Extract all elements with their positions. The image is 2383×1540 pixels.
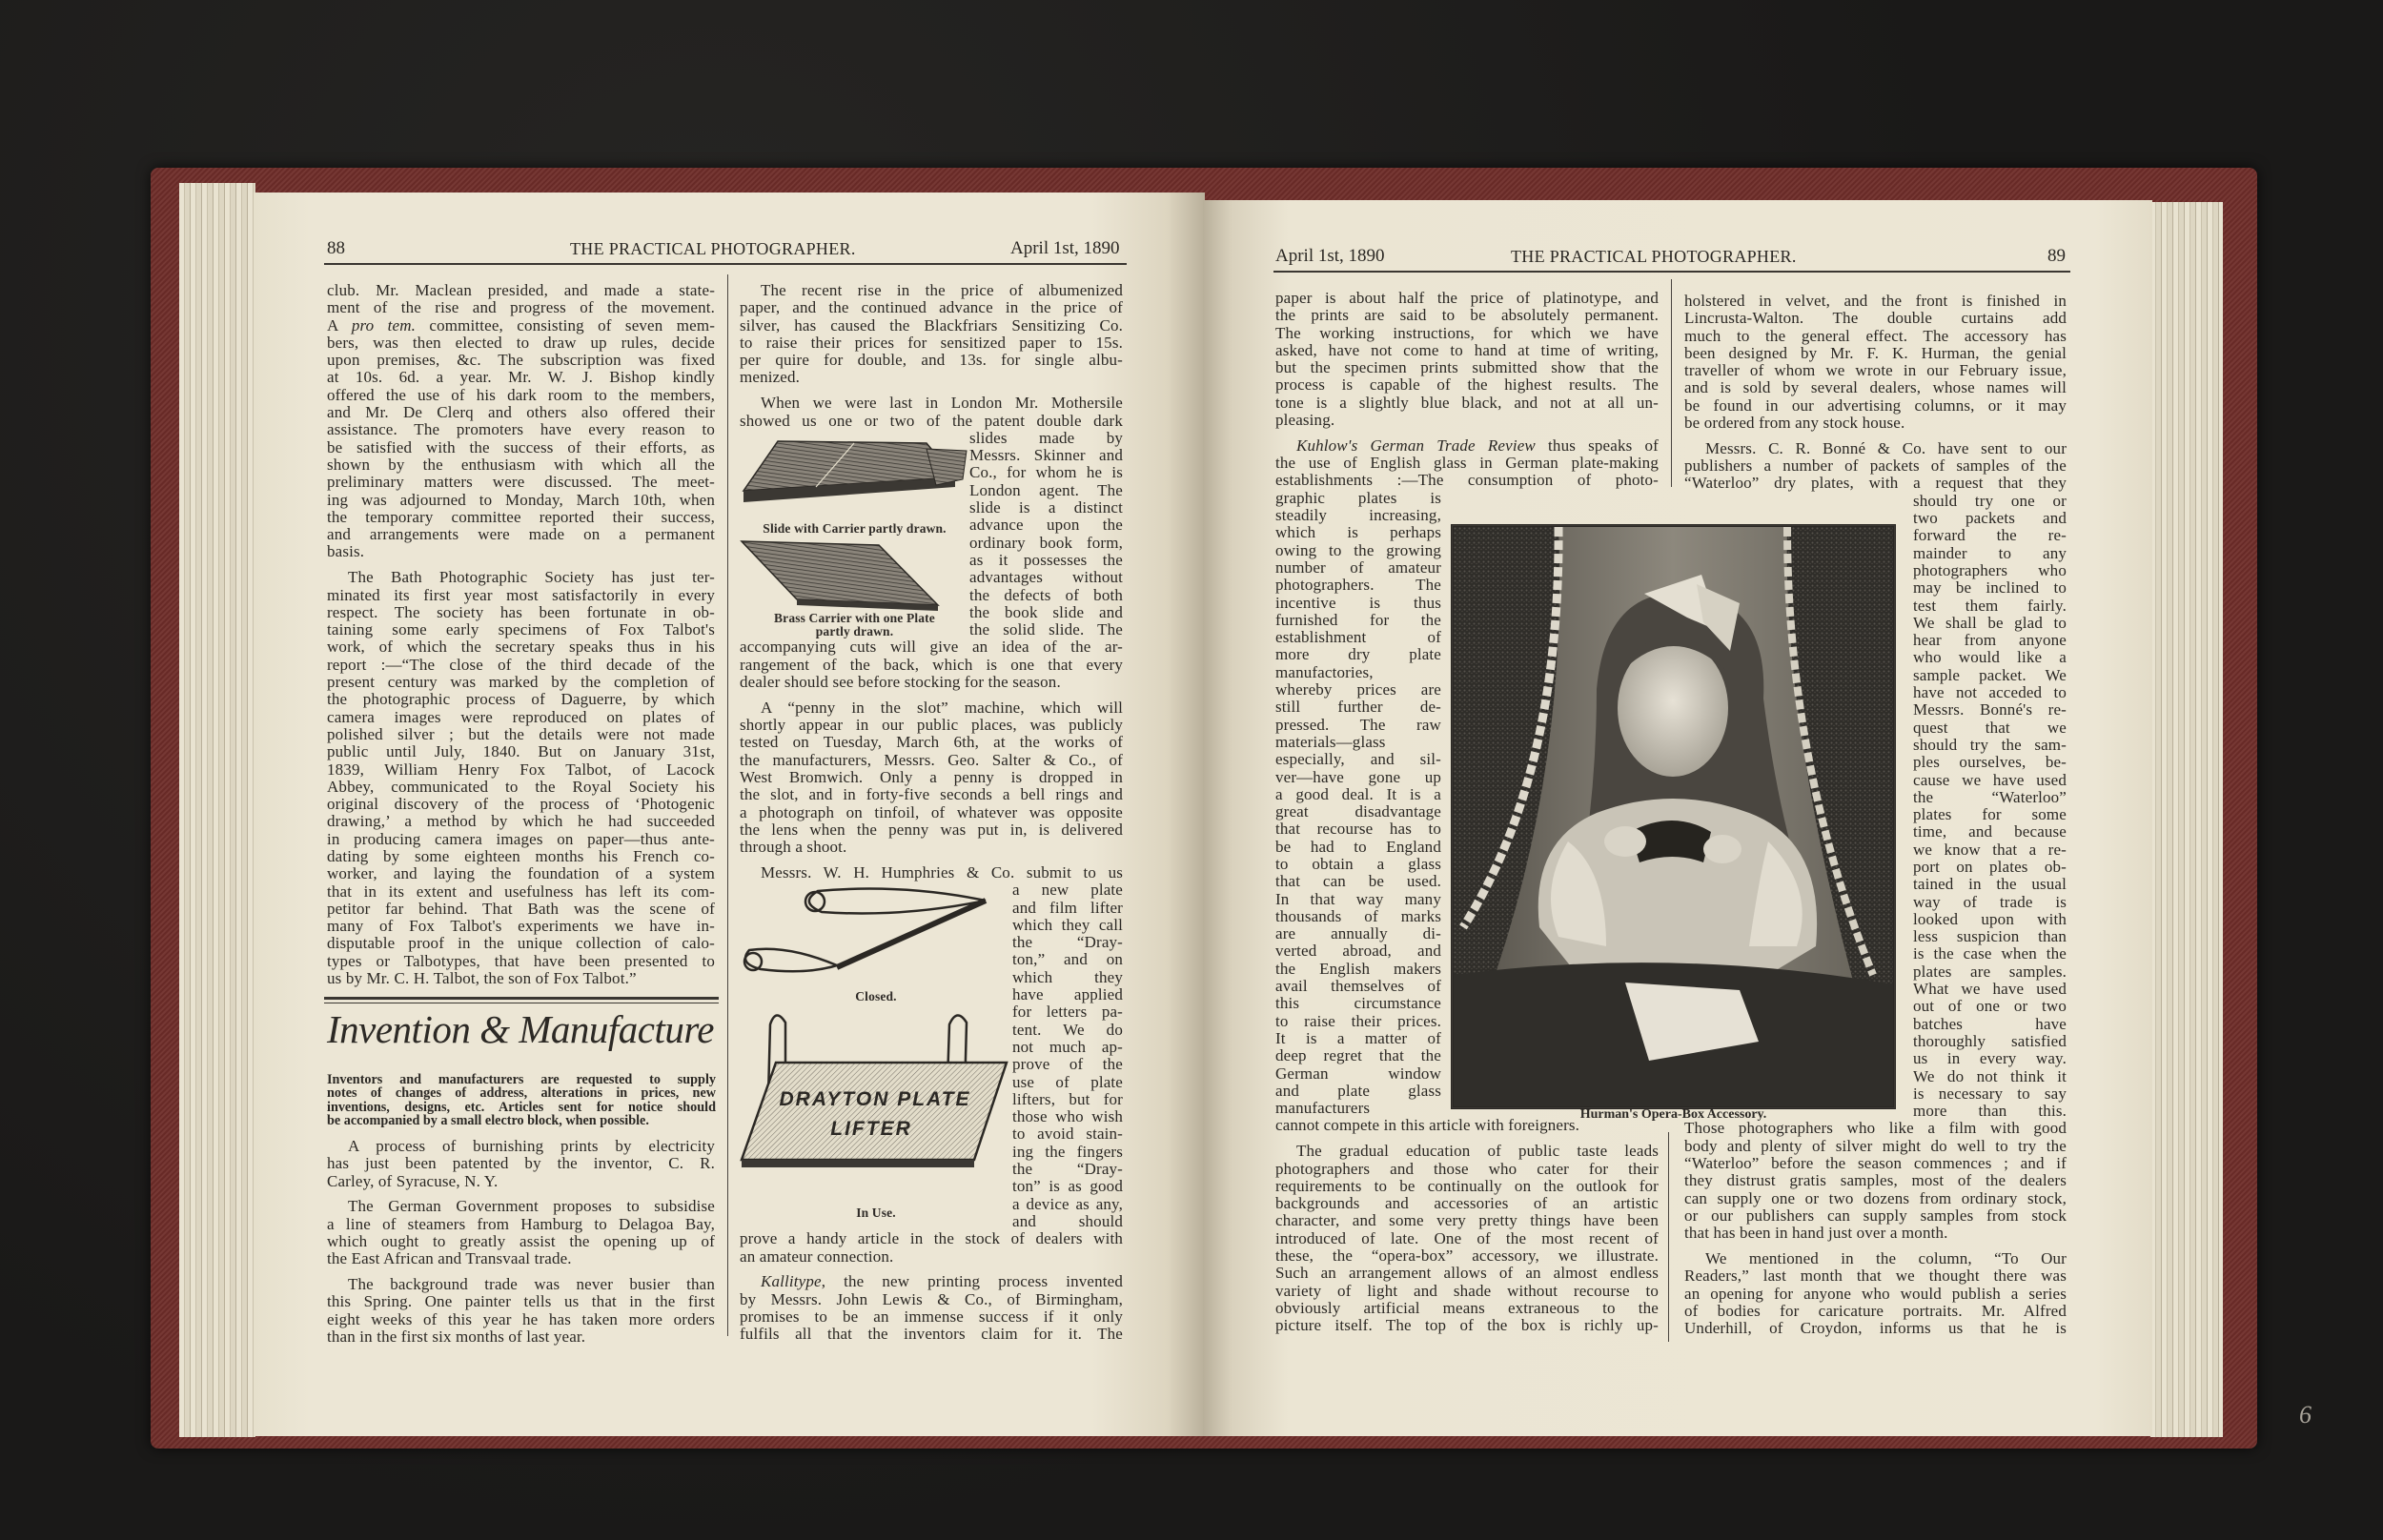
paragraph bbox=[327, 282, 715, 561]
header-rule bbox=[324, 263, 1127, 265]
figure-plate-lifter bbox=[740, 881, 1012, 1228]
text-line: variety of light and shade without recourse to bbox=[1275, 1281, 1659, 1300]
paragraph bbox=[740, 864, 1123, 1266]
text-line: promises to be an immense success if it only bbox=[740, 1307, 1123, 1326]
text-line: and should bbox=[1012, 1211, 1123, 1230]
text-line: be satisfied with the success of their efforts, as bbox=[327, 437, 715, 456]
text-line: ples ourselves, be- bbox=[1913, 753, 2067, 772]
text-line: an amateur connection. bbox=[740, 1246, 894, 1266]
text-line: Kallitype, the new printing process invented bbox=[761, 1272, 1123, 1291]
text-line: The recent rise in the price of albumenized bbox=[761, 281, 1123, 299]
text-line: deep regret that the bbox=[1275, 1046, 1441, 1065]
text-line: and plate glass bbox=[1275, 1081, 1441, 1100]
text-line: ton,” and on bbox=[1012, 950, 1123, 969]
text-line: the “Dray- bbox=[1012, 933, 1123, 952]
text-line: requirements to be continually on the outlook for bbox=[1275, 1176, 1659, 1195]
text-line: this Spring. One painter tells us that in the first bbox=[327, 1292, 715, 1311]
text-line: to raise their prices. bbox=[1275, 1011, 1441, 1030]
figure-caption: Slide with Carrier partly drawn. bbox=[763, 520, 947, 536]
figure-dark-slides bbox=[740, 430, 969, 637]
text-line: the photographic process of Daguerre, by which bbox=[327, 690, 715, 709]
text-line: We do not think it bbox=[1913, 1066, 2067, 1085]
text-line: looked upon with bbox=[1913, 909, 2067, 928]
page-edges-left bbox=[179, 183, 255, 1437]
text-line: Readers,” last month that we thought there was bbox=[1684, 1266, 2067, 1286]
text-line: but the specimen prints submitted show that the bbox=[1275, 358, 1659, 377]
text-line: whereby prices are bbox=[1275, 680, 1441, 699]
text-line: are annually di- bbox=[1275, 924, 1441, 943]
text-line: sample packet. We bbox=[1913, 665, 2067, 684]
text-line: public until July, 1840. But on January 31st, bbox=[327, 742, 715, 761]
paragraph bbox=[740, 699, 1123, 857]
text-line: quest that we bbox=[1913, 718, 2067, 737]
paragraph bbox=[740, 1273, 1123, 1343]
text-line: have not acceded to bbox=[1913, 683, 2067, 702]
text-line: thousands of marks bbox=[1275, 906, 1441, 925]
text-line: many of Fox Talbot's experiments we have in- bbox=[327, 917, 715, 936]
text-line: bers, was then elected to draw up rules, decide bbox=[327, 333, 715, 352]
text-line: the lens when the penny was put in, is delivered bbox=[740, 820, 1123, 839]
text-line: the East African and Transvaal trade. bbox=[327, 1249, 572, 1268]
text-line: which they bbox=[1012, 967, 1123, 986]
text-line: process is capable of the highest results. The bbox=[1275, 375, 1659, 395]
header-rule bbox=[1273, 271, 2070, 273]
text-line: showed us one or two of the patent double dark bbox=[740, 411, 1123, 430]
text-line: When we were last in London Mr. Mothersile bbox=[761, 394, 1123, 413]
pencil-annotation: 6 bbox=[2299, 1401, 2312, 1429]
text-line: Co., for whom he is bbox=[969, 463, 1123, 482]
text-line: assistance. The promoters have every reason to bbox=[327, 420, 715, 439]
text-line: petitor far behind. That Bath was the scene of bbox=[327, 899, 715, 918]
text-line: that can be used. bbox=[1275, 872, 1441, 891]
text-line: dealer should see before stocking for the season. bbox=[740, 673, 1061, 692]
column-divider bbox=[1671, 279, 1672, 487]
text-line: disputable proof in the unique collection of calo- bbox=[327, 934, 715, 953]
text-line: It is a matter of bbox=[1275, 1028, 1441, 1047]
text-line: graphic plates is bbox=[1275, 488, 1441, 507]
text-line: this circumstance bbox=[1275, 994, 1441, 1013]
paragraph bbox=[327, 1276, 715, 1346]
section-heading: Invention & Manufacture bbox=[327, 1007, 714, 1051]
text-line: port on plates ob- bbox=[1913, 858, 2067, 876]
text-line: be had to England bbox=[1275, 837, 1441, 856]
text-line: mainder to any bbox=[1913, 543, 2067, 562]
text-line: We mentioned in the column, “To Our bbox=[1705, 1249, 2067, 1268]
text-line: manufacturers bbox=[1275, 1099, 1371, 1118]
paragraph bbox=[327, 1138, 715, 1190]
text-line: especially, and sil- bbox=[1275, 750, 1441, 769]
text-line: less suspicion than bbox=[1913, 927, 2067, 946]
text-line: of bodies for caricature portraits. Mr. Alfred bbox=[1684, 1301, 2067, 1320]
text-line: camera images were reproduced on plates of bbox=[327, 707, 715, 726]
plate-lifter-illustration bbox=[740, 881, 1012, 1228]
text-line: offered the use of his dark room to the members, bbox=[327, 385, 715, 404]
running-title: THE PRACTICAL PHOTOGRAPHER. bbox=[570, 239, 856, 258]
text-line: at 10s. 6d. a year. Mr. W. J. Bishop kindly bbox=[327, 368, 715, 387]
text-line: obviously artificial means extraneous to the bbox=[1275, 1298, 1659, 1317]
text-line: drawing,’ a method by which he had succeeded bbox=[327, 812, 715, 831]
text-line: number of amateur bbox=[1275, 557, 1441, 577]
text-line: We shall be glad to bbox=[1913, 613, 2067, 632]
text-line: minated its first year most satisfactorily in every bbox=[327, 585, 715, 604]
text-line: a device as any, bbox=[1012, 1194, 1123, 1213]
text-line: cause we have used bbox=[1913, 770, 2067, 789]
text-line: the English makers bbox=[1275, 959, 1441, 978]
text-line: ing was adjourned to Monday, March 10th, when bbox=[327, 490, 715, 509]
text-line: body and plenty of silver might do well to try the bbox=[1684, 1136, 2067, 1155]
text-line: us by Mr. C. H. Talbot, the son of Fox Talbot.” bbox=[327, 969, 637, 988]
text-line: furnished for the bbox=[1275, 610, 1441, 629]
issue-date: April 1st, 1890 bbox=[1275, 246, 1385, 266]
text-line: Messrs. Bonné's re- bbox=[1913, 700, 2067, 719]
text-line: than in the first six months of last year. bbox=[327, 1327, 586, 1346]
text-line: that has been in hand just over a month. bbox=[1684, 1224, 1948, 1243]
paragraph bbox=[1684, 293, 2067, 432]
text-line: upon premises, &c. The subscription was fixed bbox=[327, 351, 715, 370]
text-line: The Bath Photographic Society has just ter- bbox=[348, 568, 715, 587]
text-line: the temporary committee reported their success, bbox=[327, 507, 715, 526]
paragraph bbox=[327, 569, 715, 987]
text-line: the “Dray- bbox=[1012, 1160, 1123, 1179]
text-line: which they call bbox=[1012, 915, 1123, 934]
text-line: should try one or bbox=[1913, 491, 2067, 510]
text-line: picture itself. The top of the box is richly up- bbox=[1275, 1316, 1659, 1335]
paragraph bbox=[740, 395, 1123, 691]
text-line: West Bromwich. Only a penny is dropped in bbox=[740, 768, 1123, 787]
text-line: a photograph on tinfoil, of whatever was opposite bbox=[740, 802, 1123, 821]
text-line: A “penny in the slot” machine, which will bbox=[761, 698, 1123, 717]
text-line: a line of steamers from Hamburg to Delagoa Bay, bbox=[327, 1214, 715, 1233]
issue-date: April 1st, 1890 bbox=[1010, 238, 1120, 258]
text-line: time, and because bbox=[1913, 822, 2067, 841]
text-line: these, the “opera-box” accessory, we illustrate. bbox=[1275, 1246, 1659, 1266]
photo-caption: Hurman's Opera-Box Accessory. bbox=[1579, 1107, 1767, 1122]
text-line: be accompanied by a small electro block, when possible. bbox=[327, 1113, 649, 1129]
text-line: ver—have gone up bbox=[1275, 767, 1441, 786]
text-line: notes of changes of address, alterations in prices, new bbox=[327, 1085, 716, 1102]
text-line: “Waterloo” dry plates, with a request that they bbox=[1684, 474, 2067, 493]
text-line: slides made by bbox=[969, 428, 1123, 447]
column-divider bbox=[1668, 1132, 1669, 1342]
text-line: Kuhlow's German Trade Review thus speaks of bbox=[1296, 436, 1659, 455]
figure-caption: Closed. bbox=[855, 989, 897, 1004]
text-line: have applied bbox=[1012, 985, 1123, 1004]
text-line: out of one or two bbox=[1913, 997, 2067, 1016]
opera-box-photograph bbox=[1451, 524, 1896, 1109]
text-line: character, and some very pretty things have been bbox=[1275, 1211, 1659, 1230]
lifter-label: LIFTER bbox=[830, 1118, 912, 1141]
text-line: In that way many bbox=[1275, 889, 1441, 908]
text-line: Abbey, communicated to the Royal Society his bbox=[327, 777, 715, 796]
text-line: advance upon the bbox=[969, 516, 1123, 535]
text-line: pressed. The raw bbox=[1275, 715, 1441, 734]
paragraph bbox=[740, 282, 1123, 387]
text-line: forward the re- bbox=[1913, 526, 2067, 545]
text-line: The working instructions, for which we have bbox=[1275, 323, 1659, 342]
text-line: introduced of late. One of the most recent of bbox=[1275, 1228, 1659, 1247]
text-line: original discovery of the process of ‘Photogenic bbox=[327, 795, 715, 814]
text-line: verted abroad, and bbox=[1275, 942, 1441, 961]
column-divider bbox=[727, 274, 728, 1336]
text-line: that in its extent and usefulness has left its com- bbox=[327, 881, 715, 901]
text-line: to raise their prices for sensitized paper to 15s. bbox=[740, 333, 1123, 352]
text-line: eight weeks of this year he has taken more orders bbox=[327, 1309, 715, 1328]
text-line: traveller of whom we wrote in our February issue, bbox=[1684, 361, 2067, 380]
article-column bbox=[740, 282, 1123, 1344]
text-line: present century was marked by the completion of bbox=[327, 673, 715, 692]
text-line: worker, and laying the foundation of a system bbox=[327, 864, 715, 883]
text-line: taining some early specimens of Fox Talbot's bbox=[327, 620, 715, 639]
text-line: inventions, designs, etc. Articles sent for notice should bbox=[327, 1099, 716, 1115]
text-line: ing the fingers bbox=[1012, 1142, 1123, 1161]
text-line: the defects of both bbox=[969, 585, 1123, 604]
text-line: club. Mr. Maclean presided, and made a state- bbox=[327, 281, 715, 299]
text-line: accompanying cuts will give an idea of the ar- bbox=[740, 638, 1123, 657]
text-line: avail themselves of bbox=[1275, 977, 1441, 996]
text-line: and is sold by several dealers, whose names will bbox=[1684, 378, 2067, 397]
text-line: tained in the usual bbox=[1913, 875, 2067, 894]
text-line: Inventors and manufacturers are requested to supply bbox=[327, 1072, 716, 1087]
text-line: way of trade is bbox=[1913, 892, 2067, 911]
text-line: respect. The society has been fortunate in ob- bbox=[327, 602, 715, 621]
text-line: Such an arrangement allows of an almost endless bbox=[1275, 1264, 1659, 1283]
text-line: by Messrs. John Lewis & Co., of Birmingham, bbox=[740, 1289, 1123, 1308]
text-line: great disadvantage bbox=[1275, 802, 1441, 821]
paragraph bbox=[1684, 1250, 2067, 1337]
text-line: silver, has caused the Blackfriars Sensitizing Co. bbox=[740, 315, 1123, 334]
article-column bbox=[327, 1138, 715, 1346]
text-line: lifters, but for bbox=[1012, 1089, 1123, 1108]
text-line: which ought to greatly assist the opening up of bbox=[327, 1231, 715, 1250]
text-line: plates for some bbox=[1913, 805, 2067, 824]
text-line: London agent. The bbox=[969, 480, 1123, 499]
text-line: tone is a slightly blue black, and not at all un- bbox=[1275, 393, 1659, 412]
text-line: plates are samples. bbox=[1913, 962, 2067, 981]
text-line: shortly appear in our public places, was publicly bbox=[740, 716, 1123, 735]
text-line: be found in our advertising columns, or it may bbox=[1684, 395, 2067, 415]
text-line: What we have used bbox=[1913, 980, 2067, 999]
text-line: pleasing. bbox=[1275, 411, 1335, 430]
text-line: establishments :—The consumption of photo- bbox=[1275, 471, 1659, 490]
text-line: advantages without bbox=[969, 568, 1123, 587]
text-line: shown by the enthusiasm with which all the bbox=[327, 455, 715, 474]
text-line: manufactories, bbox=[1275, 662, 1374, 681]
text-line: should try the sam- bbox=[1913, 735, 2067, 754]
text-line: to avoid stain- bbox=[1012, 1125, 1123, 1144]
text-line: that recourse has to bbox=[1275, 820, 1441, 839]
text-line: be ordered from any stock house. bbox=[1684, 414, 1905, 433]
text-line: prove a handy article in the stock of dealers with bbox=[740, 1229, 1123, 1248]
text-line: The gradual education of public taste leads bbox=[1296, 1142, 1659, 1161]
text-line: test them fairly. bbox=[1913, 596, 2067, 615]
text-line: The background trade was never busier than bbox=[348, 1275, 715, 1294]
text-line: photographers. The bbox=[1275, 576, 1441, 595]
text-line: for letters pa- bbox=[1012, 1003, 1123, 1022]
text-line: German window bbox=[1275, 1064, 1441, 1083]
text-line: the use of English glass in German plate-making bbox=[1275, 454, 1659, 473]
text-line: they distrust gratis samples, most of the dealers bbox=[1684, 1171, 2067, 1190]
text-line: a good deal. It is a bbox=[1275, 784, 1441, 803]
paragraph bbox=[1275, 290, 1659, 429]
text-line: thoroughly satisfied bbox=[1913, 1031, 2067, 1050]
text-line: as it possesses the bbox=[969, 550, 1123, 569]
text-line: the “Waterloo” bbox=[1913, 787, 2067, 806]
text-line: ordinary book form, bbox=[969, 533, 1123, 552]
text-line: Carley, of Syracuse, N. Y. bbox=[327, 1171, 499, 1190]
text-line: basis. bbox=[327, 542, 365, 561]
text-line: the solid slide. The bbox=[969, 620, 1123, 639]
text-line: may be inclined to bbox=[1913, 578, 2067, 598]
text-line: report :—“The close of the third decade of the bbox=[327, 655, 715, 674]
text-line: the book slide and bbox=[969, 602, 1123, 621]
text-line: the manufacturers, Messrs. Geo. Salter & Co., of bbox=[740, 750, 1123, 769]
section-rule bbox=[324, 997, 719, 1000]
running-title: THE PRACTICAL PHOTOGRAPHER. bbox=[1511, 247, 1797, 266]
text-line: Messrs. Skinner and bbox=[969, 446, 1123, 465]
text-line: which is perhaps bbox=[1275, 523, 1441, 542]
text-line: backgrounds and accessories of an artistic bbox=[1275, 1194, 1659, 1213]
text-line: in producing camera images on paper—thus ante- bbox=[327, 829, 715, 848]
paragraph bbox=[327, 1073, 716, 1128]
text-line: steadily increasing, bbox=[1275, 506, 1441, 525]
text-line: fulfils all that the inventors claim for it. The bbox=[740, 1325, 1123, 1344]
text-line: hear from anyone bbox=[1913, 631, 2067, 650]
text-line: preliminary matters were discussed. The meet- bbox=[327, 473, 715, 492]
text-line: and film lifter bbox=[1012, 898, 1123, 917]
text-line: is the case when the bbox=[1913, 944, 2067, 963]
text-line: who would like a bbox=[1913, 648, 2067, 667]
text-line: more than this. bbox=[1913, 1102, 2067, 1121]
text-line: polished silver ; but the details were not made bbox=[327, 724, 715, 743]
text-line: menized. bbox=[740, 368, 801, 387]
text-line: slide is a distinct bbox=[969, 498, 1123, 517]
text-line: an opening for anyone who would publish a series bbox=[1684, 1284, 2067, 1303]
text-line: to obtain a glass bbox=[1275, 855, 1441, 873]
text-line: batches have bbox=[1913, 1014, 2067, 1033]
figure-caption: In Use. bbox=[856, 1206, 896, 1221]
text-line: and Mr. De Clerq and others also offered their bbox=[327, 403, 715, 422]
text-line: two packets and bbox=[1913, 509, 2067, 528]
text-line: ment of the rise and progress of the movement. bbox=[327, 298, 715, 317]
text-line: A pro tem. committee, consisting of seven mem- bbox=[327, 315, 716, 334]
text-line: per quire for double, and 13s. for single albu- bbox=[740, 351, 1123, 370]
text-line: ton” is as good bbox=[1012, 1177, 1123, 1196]
text-line: dating by some eighteen months his French co- bbox=[327, 847, 715, 865]
text-line: Underhill, of Croydon, informs us that he is bbox=[1684, 1319, 2067, 1338]
text-line: much to the general effect. The accessory has bbox=[1684, 326, 2067, 345]
text-line: establishment of bbox=[1275, 628, 1441, 647]
page-number: 89 bbox=[2047, 246, 2066, 266]
text-line: A process of burnishing prints by electricity bbox=[348, 1137, 715, 1155]
text-line: Messrs. C. R. Bonné & Co. have sent to our bbox=[1705, 438, 2067, 457]
text-line: work, of which the secretary speaks thus in his bbox=[327, 638, 715, 657]
text-line: photographers and those who cater for their bbox=[1275, 1159, 1659, 1178]
text-line: “Waterloo” before the season commences ; and if bbox=[1684, 1154, 2067, 1173]
paragraph bbox=[1275, 1143, 1659, 1334]
text-line: a new plate bbox=[1012, 881, 1123, 900]
text-line: not much ap- bbox=[1012, 1037, 1123, 1056]
text-line: paper, and the continued advance in the price of bbox=[740, 298, 1123, 317]
text-line: more dry plate bbox=[1275, 645, 1441, 664]
text-line: rangement of the back, which is one that every bbox=[740, 655, 1123, 674]
text-line: tent. We do bbox=[1012, 1020, 1123, 1039]
text-line: 1839, William Henry Fox Talbot, of Lacock bbox=[327, 760, 715, 779]
text-line: the slot, and in forty-five seconds a bell rings and bbox=[740, 785, 1123, 804]
text-line: owing to the growing bbox=[1275, 540, 1441, 559]
text-line: Messrs. W. H. Humphries & Co. submit to us bbox=[761, 863, 1123, 881]
text-line: materials—glass bbox=[1275, 732, 1386, 751]
lifter-label: DRAYTON PLATE bbox=[779, 1088, 971, 1111]
text-line: we know that a re- bbox=[1913, 840, 2067, 859]
page-number: 88 bbox=[327, 238, 345, 258]
text-line: those who wish bbox=[1012, 1107, 1123, 1126]
text-line: holstered in velvet, and the front is finished in bbox=[1684, 292, 2067, 310]
figure-caption: partly drawn. bbox=[815, 623, 894, 638]
text-line: cannot compete in this article with foreigners. bbox=[1275, 1116, 1580, 1135]
paragraph bbox=[327, 1198, 715, 1267]
text-line: photographers who bbox=[1913, 560, 2067, 579]
text-line: still further de- bbox=[1275, 698, 1441, 717]
text-line: or our publishers can supply samples from stock bbox=[1684, 1206, 2067, 1225]
page-edges-right bbox=[2150, 202, 2223, 1437]
article-column bbox=[327, 282, 715, 987]
figure-caption: Brass Carrier with one Plate bbox=[774, 610, 935, 625]
text-line: us in every way. bbox=[1913, 1049, 2067, 1068]
text-line: through a shoot. bbox=[740, 838, 847, 857]
text-line: publishers a number of packets of samples of the bbox=[1684, 456, 2067, 476]
text-line: the prints are said to be absolutely permanent. bbox=[1275, 306, 1659, 325]
text-line: been designed by Mr. F. K. Hurman, the genial bbox=[1684, 343, 2067, 362]
text-line: Lincrusta-Walton. The double curtains add bbox=[1684, 309, 2067, 328]
text-line: incentive is thus bbox=[1275, 593, 1441, 612]
text-line: Those photographers who like a film with good bbox=[1684, 1119, 2067, 1138]
text-line: has just been patented by the inventor, C. R. bbox=[327, 1154, 715, 1173]
section-notice bbox=[327, 1073, 716, 1128]
text-line: prove of the bbox=[1012, 1055, 1123, 1074]
text-line: can supply one or two dozens from ordinary stock, bbox=[1684, 1188, 2067, 1207]
portrait-image bbox=[1454, 527, 1893, 1106]
text-line: types or Talbotypes, that have been presented to bbox=[327, 951, 715, 970]
text-line: asked, have not come to hand at time of writing, bbox=[1275, 340, 1659, 359]
text-line: paper is about half the price of platinotype, and bbox=[1275, 289, 1659, 307]
text-line: tested on Tuesday, March 6th, at the works of bbox=[740, 733, 1123, 752]
text-line: The German Government proposes to subsidise bbox=[348, 1197, 715, 1216]
text-line: and arrangements were made on a permanent bbox=[327, 525, 715, 544]
text-line: use of plate bbox=[1012, 1072, 1123, 1091]
text-line: is necessary to say bbox=[1913, 1084, 2067, 1103]
